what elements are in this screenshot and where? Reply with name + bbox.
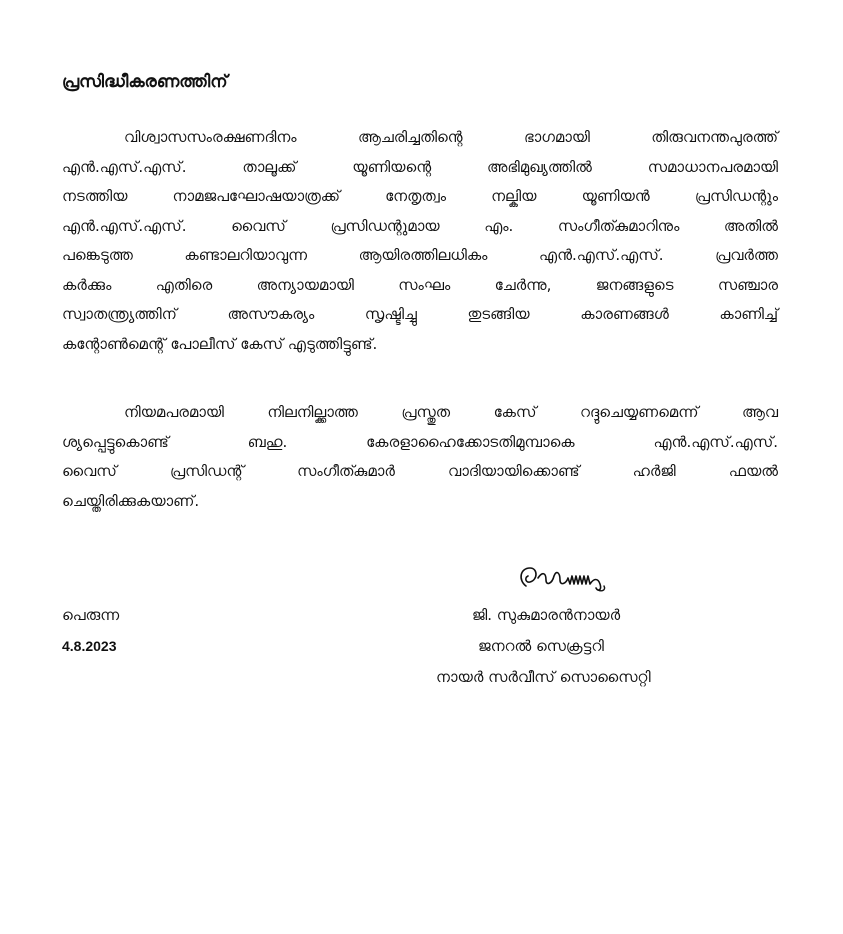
paragraph-line: ശ്യപ്പെട്ടുകൊണ്ട് ബഹു. കേരളാഹൈക്കോടതിമുമ്പാകെ എൻ.എസ്.എസ്. — [62, 432, 778, 451]
document-date: 4.8.2023 — [62, 638, 117, 654]
handwritten-signature — [512, 556, 662, 606]
paragraph-line: പങ്കെടുത്ത കണ്ടാലറിയാവുന്ന ആയിരത്തിലധികം എൻ.എസ്.എസ്. പ്രവർത്ത — [62, 246, 778, 264]
paragraph-line: എൻ.എസ്.എസ്. വൈസ് പ്രസിഡന്റുമായ എം. സംഗീത്കുമാറിനും അതിൽ — [62, 216, 778, 235]
paragraph-line: കർക്കും എതിരെ അന്യായമായി സംഘം ചേർന്നു, ജനങ്ങളുടെ സഞ്ചാര — [62, 275, 778, 294]
paragraph-line: വിശ്വാസസംരക്ഷണദിനം ആചരിച്ചതിന്റെ ഭാഗമായി തിരുവനന്തപുരത്ത് — [124, 128, 778, 146]
body-paragraph-1 — [62, 123, 778, 359]
paragraph-line: നിയമപരമായി നിലനില്ക്കാത്ത പ്രസ്തുത കേസ് റദ്ദുചെയ്യണമെന്ന് ആവ — [124, 403, 778, 421]
paragraph-line: വൈസ് പ്രസിഡന്റ് സംഗീത്കുമാർ വാദിയായിക്കൊണ്ട് ഹർജി ഫയൽ — [62, 462, 778, 480]
document-title: പ്രസിദ്ധീകരണത്തിന് — [62, 72, 228, 92]
signatory-name: ജി. സുകുമാരൻനായർ — [472, 606, 621, 624]
place-name: പെരുന്ന — [62, 606, 120, 624]
body-paragraph-2 — [62, 398, 778, 516]
paragraph-line: എൻ.എസ്.എസ്. താലൂക്ക് യൂണിയന്റെ അഭിമുഖ്യത്തിൽ സമാധാനപരമായി — [62, 157, 778, 176]
paragraph-line: ചെയ്തിരിക്കുകയാണ്. — [62, 491, 200, 510]
paragraph-line: കന്റോൺമെന്റ് പോലീസ് കേസ് എടുത്തിട്ടുണ്ട്. — [62, 334, 378, 353]
signature-stroke — [521, 568, 600, 590]
paragraph-line: നടത്തിയ നാമജപഘോഷയാത്രക്ക് നേതൃത്വം നല്കിയ യൂണിയൻ പ്രസിഡന്റും — [62, 187, 778, 205]
signatory-designation: ജനറൽ സെക്രട്ടറി — [478, 637, 604, 655]
signatory-organization: നായർ സർവീസ് സൊസൈറ്റി — [436, 668, 651, 686]
paragraph-line: സ്വാതന്ത്ര്യത്തിന് അസൗകര്യം സൃഷ്ടിച്ചു തുടങ്ങിയ കാരണങ്ങൾ കാണിച്ച് — [62, 305, 778, 323]
